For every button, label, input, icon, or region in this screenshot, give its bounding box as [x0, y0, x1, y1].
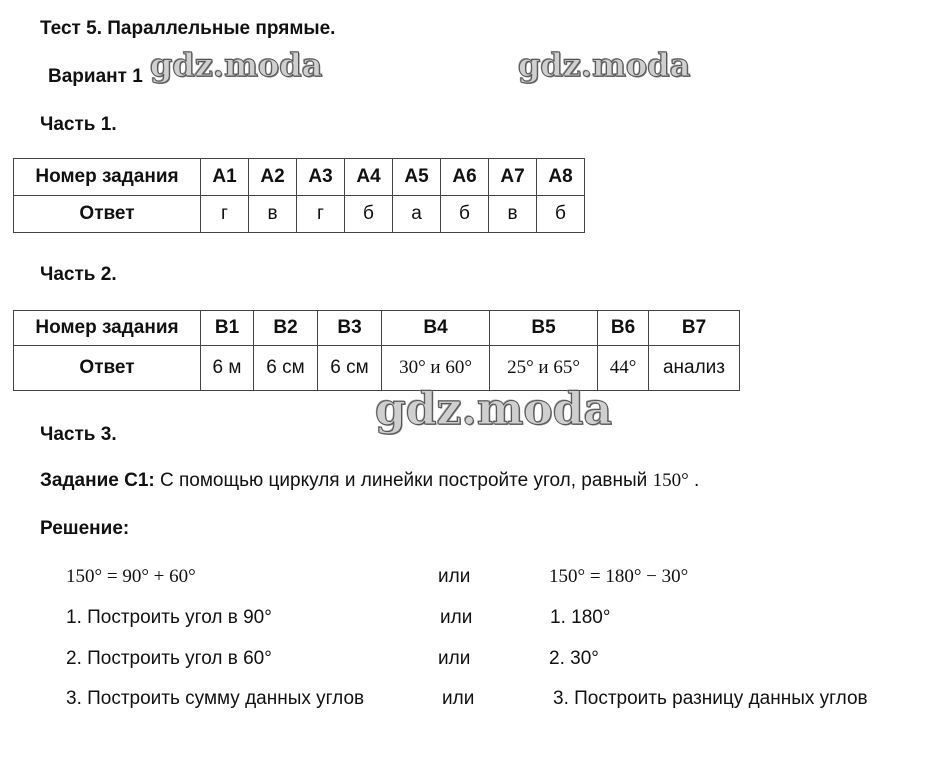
- solution-right-line: 3. Построить разницу данных углов: [553, 688, 868, 709]
- solution-left-line: 3. Построить сумму данных углов: [66, 688, 365, 709]
- task-cell: А6: [441, 159, 489, 196]
- task-cell: В3: [318, 311, 382, 346]
- task-cell: В7: [649, 311, 740, 346]
- task-c1: [40, 470, 699, 492]
- task-text: С помощью циркуля и линейки постройте угол, равный: [160, 470, 648, 491]
- solution-or: или: [438, 648, 471, 669]
- solution-or: или: [442, 688, 475, 709]
- solution-right-line: 1. 180°: [550, 607, 611, 628]
- solution-right-line: 150° = 180° − 30°: [549, 566, 689, 587]
- task-label: Задание С1:: [40, 470, 155, 491]
- task-cell: А3: [297, 159, 345, 196]
- answer-cell: г: [297, 196, 345, 233]
- answer-cell: 30° и 60°: [382, 346, 490, 391]
- solution-or: или: [440, 607, 473, 628]
- watermark: gdz.moda: [150, 46, 323, 84]
- solution-right-line: 2. 30°: [549, 648, 599, 669]
- table-header-cell: Ответ: [14, 196, 201, 233]
- page-title: Тест 5. Параллельные прямые.: [40, 18, 336, 39]
- answer-cell: в: [489, 196, 537, 233]
- table-row: [14, 196, 585, 233]
- table-header-cell: Ответ: [14, 346, 201, 391]
- table-row: [14, 159, 585, 196]
- solution-or: или: [438, 566, 471, 587]
- answer-cell: 44°: [598, 346, 649, 391]
- task-cell: В5: [490, 311, 598, 346]
- answer-cell: 25° и 65°: [490, 346, 598, 391]
- solution-left-line: 150° = 90° + 60°: [66, 566, 196, 587]
- answer-cell: б: [537, 196, 585, 233]
- table-row: [14, 311, 740, 346]
- answer-cell: г: [201, 196, 249, 233]
- task-cell: А2: [249, 159, 297, 196]
- answer-cell: 6 см: [254, 346, 318, 391]
- answer-cell: а: [393, 196, 441, 233]
- answer-cell: анализ: [649, 346, 740, 391]
- task-cell: А5: [393, 159, 441, 196]
- task-angle: 150°: [652, 470, 689, 491]
- task-cell: А8: [537, 159, 585, 196]
- answer-cell: б: [441, 196, 489, 233]
- solution-label: Решение:: [40, 518, 130, 539]
- task-cell: В1: [201, 311, 254, 346]
- task-cell: А4: [345, 159, 393, 196]
- answer-cell: 6 м: [201, 346, 254, 391]
- part1-table: [13, 158, 585, 233]
- table-header-cell: Номер задания: [14, 311, 201, 346]
- watermark: gdz.moda: [375, 384, 613, 435]
- answer-cell: в: [249, 196, 297, 233]
- task-cell: В4: [382, 311, 490, 346]
- watermark: gdz.moda: [518, 46, 691, 84]
- variant-label: Вариант 1: [48, 66, 143, 87]
- task-cell: А1: [201, 159, 249, 196]
- solution-left-line: 1. Построить угол в 90°: [66, 607, 272, 628]
- task-cell: В6: [598, 311, 649, 346]
- part3-heading: Часть 3.: [40, 424, 117, 445]
- solution-left-line: 2. Построить угол в 60°: [66, 648, 272, 669]
- task-end: .: [693, 470, 700, 491]
- part2-heading: Часть 2.: [40, 264, 117, 285]
- table-header-cell: Номер задания: [14, 159, 201, 196]
- answer-cell: 6 см: [318, 346, 382, 391]
- task-cell: А7: [489, 159, 537, 196]
- part1-heading: Часть 1.: [40, 114, 117, 135]
- answer-cell: б: [345, 196, 393, 233]
- part2-table: [13, 310, 740, 391]
- task-cell: В2: [254, 311, 318, 346]
